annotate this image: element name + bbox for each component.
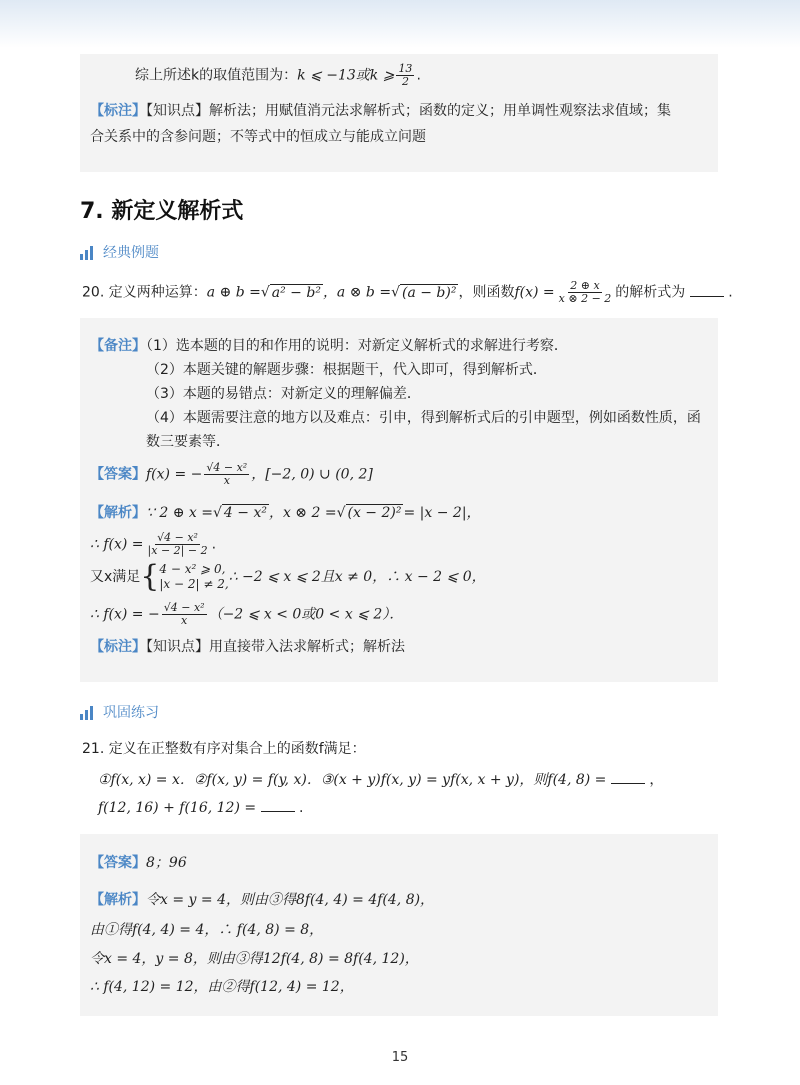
note-line-2: 合关系中的含参问题；不等式中的恒成立与能成立问题 — [90, 129, 426, 145]
note-tag: 【标注】 — [90, 639, 146, 655]
conclusion-line: 综上所述k的取值范围为：k ⩽ −13或k ⩾ $\frac{13}{2}$ . — [135, 62, 421, 88]
question-21: 21. 定义在正整数有序对集合上的函数f满足： — [82, 741, 366, 757]
header-gradient — [0, 0, 800, 48]
remark-line-5: 数三要素等． — [146, 434, 230, 450]
analysis-tag: 【解析】 — [90, 505, 146, 521]
conclusion-text: 综上所述k的取值范围为： — [135, 67, 298, 84]
question-21-line-2: f(12, 16) + f(16, 12) = . — [98, 800, 304, 816]
page-number: 15 — [391, 1050, 409, 1065]
analysis-fraction-2: $\frac{\text{√4 − x²}}{x}$ — [163, 601, 205, 627]
analysis-tag: 【解析】 — [90, 892, 146, 908]
answer-tag: 【答案】 — [90, 855, 146, 871]
question-21-conditions: ①f(x, x) = x．②f(x, y) = f(y, x)．③(x + y)f(x, y) = yf(x, x + y)，则f(4, 8) = ， — [98, 772, 664, 788]
q21-analysis-line-4: ∴ f(4, 12) = 12，由②得f(12, 4) = 12， — [90, 979, 354, 995]
analysis-line-1: 【解析】∵ 2 ⊕ x =√ 4 − x² ，x ⊗ 2 =√ (x − 2)² = |x − 2|， — [90, 505, 481, 521]
question-number: 21. — [82, 741, 105, 757]
conclusion-math: k ⩽ −13或k ⩾ — [297, 67, 395, 84]
brace-symbol: { — [140, 559, 160, 594]
practice-heading: 巩固练习 — [80, 704, 159, 722]
section-title: 7. 新定义解析式 — [80, 199, 244, 224]
question-20: 20. 定义两种运算：a ⊕ b =√ a² − b² ，a ⊗ b =√ (a − b)² ，则函数f(x) = $\frac{2 \oplus x}{x \otimes 2 - 2}$ 的解析式为 . — [82, 279, 733, 305]
remark-line-4: （4）本题需要注意的地方以及难点：引申，得到解析式后的引申题型，例如函数性质，函 — [146, 410, 701, 426]
remark-line-2: （2）本题关键的解题步骤：根据题干，代入即可，得到解析式． — [146, 362, 547, 378]
bar-chart-icon — [80, 706, 93, 720]
analysis-line-3: 又x满足 { 4 − x² ⩾ 0, |x − 2| ≠ 2, ∴ −2 ⩽ x ⩽ 2且x ≠ 0，∴ x − 2 ⩽ 0， — [90, 559, 486, 594]
bar-chart-icon — [80, 246, 93, 260]
question-21-solution-panel — [80, 834, 718, 1016]
answer-line: 【答案】f(x) = − $\frac{\text{√4 − x²}}{x}$ ，[−2, 0) ∪ (0, 2] — [90, 461, 373, 487]
previous-answer-panel — [80, 54, 718, 172]
question-number: 20. — [82, 284, 105, 301]
conclusion-fraction: $\frac{13}{2}$ — [398, 62, 413, 88]
remark-tag: 【备注】 — [90, 338, 146, 354]
note-line-1: 【标注】【知识点】解析法；用赋值消元法求解析式；函数的定义；用单调性观察法求值域；集 — [90, 103, 671, 119]
q21-analysis-line-3: 令x = 4，y = 8，则由③得12f(4, 8) = 8f(4, 12)， — [90, 951, 419, 967]
q21-answer-line: 【答案】8；96 — [90, 855, 187, 871]
analysis-line-4: ∴ f(x) = − $\frac{\text{√4 − x²}}{x}$ （−2 ⩽ x < 0或0 < x ⩽ 2）． — [90, 601, 404, 627]
analysis-fraction-1: $\frac{\text{√4 − x²}}{|x - 2| - 2}$ — [147, 531, 208, 557]
note-tag: 【标注】 — [90, 103, 146, 119]
q21-analysis-line-1: 【解析】令x = y = 4，则由③得8f(4, 4) = 4f(4, 8)， — [90, 892, 435, 908]
remark-line-1: 【备注】（1）选本题的目的和作用的说明：对新定义解析式的求解进行考察． — [90, 338, 568, 354]
q21-analysis-line-2: 由①得f(4, 4) = 4，∴ f(4, 8) = 8， — [90, 922, 324, 938]
analysis-line-2: ∴ f(x) = $\frac{\text{√4 − x²}}{|x - 2| - 2}$ . — [90, 531, 217, 557]
case-system: 4 − x² ⩾ 0, |x − 2| ≠ 2, — [159, 562, 229, 591]
remark-line-3: （3）本题的易错点：对新定义的理解偏差． — [146, 386, 421, 402]
answer-tag: 【答案】 — [90, 466, 146, 483]
question-fraction: $\frac{2 \oplus x}{x \otimes 2 - 2}$ — [558, 279, 612, 305]
answer-blank — [611, 772, 645, 784]
question-20-solution-panel — [80, 318, 718, 682]
answer-fraction: $\frac{\text{√4 − x²}}{x}$ — [206, 461, 248, 487]
answer-blank — [690, 285, 724, 297]
q20-note-line: 【标注】【知识点】用直接带入法求解析式；解析法 — [90, 639, 405, 655]
answer-blank — [261, 800, 295, 812]
example-heading: 经典例题 — [80, 244, 159, 262]
